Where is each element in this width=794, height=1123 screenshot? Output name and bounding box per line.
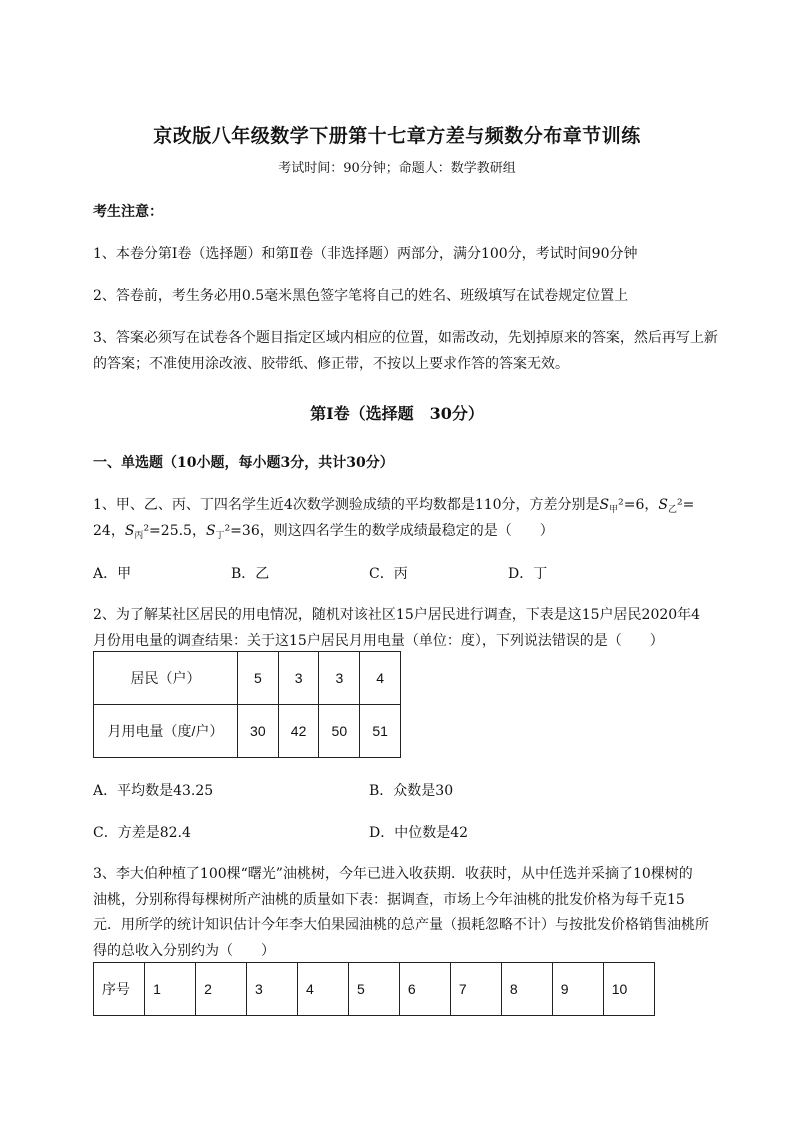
- table-cell: 7: [450, 963, 501, 1016]
- question-3-line-3: 元．用所学的统计知识估计今年李大伯果园油桃的总产量（损耗忽略不计）与按批发价格销售油桃所: [93, 917, 709, 933]
- table-cell: 2: [196, 963, 247, 1016]
- table-cell: 居民（户）: [94, 652, 238, 705]
- q2-option-a[interactable]: A．平均数是43.25: [93, 783, 214, 799]
- table-cell: 3: [278, 652, 319, 705]
- table-cell: 10: [603, 963, 654, 1016]
- q2-option-c[interactable]: C．方差是82.4: [93, 825, 191, 841]
- subscript-yi: 乙: [668, 505, 678, 515]
- question-2-line-1: 2、为了解某社区居民的用电情况，随机对该社区15户居民进行调查，下表是这15户居民2020年4: [93, 607, 701, 623]
- variance-symbol: S: [124, 523, 135, 539]
- exam-info: 考试时间：90分钟；命题人：数学教研组: [278, 161, 516, 176]
- peach-yield-table: [93, 962, 655, 1016]
- table-cell: 50: [319, 705, 360, 758]
- question-1-stem: 1、甲、乙、丙、丁四名学生近4次数学测验成绩的平均数都是110分，方差分别是: [93, 497, 600, 513]
- table-cell: 月用电量（度/户）: [94, 705, 238, 758]
- q1-option-a[interactable]: A．甲: [93, 566, 132, 582]
- question-3-line-2: 油桃，分别称得每棵树所产油桃的质量如下表：据调查，市场上今年油桃的批发价格为每千克15: [93, 892, 685, 908]
- table-cell: 51: [360, 705, 401, 758]
- notice-item-1: 1、本卷分第Ⅰ卷（选择题）和第Ⅱ卷（非选择题）两部分，满分100分，考试时间90分钟: [93, 246, 638, 262]
- subscript-ding: 丁: [215, 531, 225, 541]
- variance-bing: ²=25.5，: [143, 523, 206, 539]
- table-cell: 6: [399, 963, 450, 1016]
- table-cell: 5: [237, 652, 278, 705]
- question-1-line-1: [93, 494, 694, 515]
- variance-yi: ²=: [677, 497, 695, 513]
- variance-symbol: S: [205, 523, 216, 539]
- section-title: 第Ⅰ卷（选择题 30分）: [310, 404, 484, 423]
- q1-option-b[interactable]: B．乙: [231, 566, 270, 582]
- variance-symbol: S: [599, 497, 610, 513]
- q2-option-d[interactable]: D．中位数是42: [369, 825, 469, 841]
- variance-yi-value: 24，: [93, 523, 125, 539]
- variance-jia: ²=6，: [618, 497, 659, 513]
- table-cell: 42: [278, 705, 319, 758]
- part-heading: 一、单选题（10小题，每小题3分，共计30分）: [93, 455, 394, 471]
- table-cell: 30: [237, 705, 278, 758]
- question-1-line-2: [93, 520, 554, 541]
- table-cell: 1: [145, 963, 196, 1016]
- electricity-table: [93, 651, 401, 758]
- table-cell: 序号: [94, 963, 145, 1016]
- table-cell: 4: [360, 652, 401, 705]
- q2-option-b[interactable]: B．众数是30: [369, 783, 454, 799]
- notice-item-2: 2、答卷前，考生务必用0.5毫米黑色签字笔将自己的姓名、班级填写在试卷规定位置上: [93, 288, 629, 304]
- table-cell: 4: [298, 963, 349, 1016]
- table-cell: 5: [348, 963, 399, 1016]
- notice-item-3-line-2: 的答案；不准使用涂改液、胶带纸、修正带，不按以上要求作答的答案无效。: [93, 356, 569, 372]
- question-2-line-2: 月份用电量的调查结果：关于这15户居民月用电量（单位：度），下列说法错误的是（ ）: [93, 633, 664, 649]
- variance-ding: ²=36，则这四名学生的数学成绩最稳定的是（ ）: [224, 523, 554, 539]
- page-title: 京改版八年级数学下册第十七章方差与频数分布章节训练: [153, 125, 641, 147]
- subscript-bing: 丙: [134, 531, 144, 541]
- table-cell: 9: [552, 963, 603, 1016]
- table-row: [94, 963, 655, 1016]
- notice-heading: 考生注意：: [93, 204, 163, 220]
- question-3-line-4: 得的总收入分别约为（ ）: [93, 943, 275, 959]
- variance-symbol: S: [658, 497, 668, 513]
- table-row: [94, 705, 401, 758]
- table-cell: 3: [319, 652, 360, 705]
- notice-item-3-line-1: 3、答案必须写在试卷各个题目指定区域内相应的位置，如需改动，先划掉原来的答案，然后再写上新: [93, 330, 718, 346]
- table-cell: 8: [501, 963, 552, 1016]
- subscript-jia: 甲: [609, 505, 619, 515]
- table-cell: 3: [247, 963, 298, 1016]
- table-row: [94, 652, 401, 705]
- question-3-line-1: 3、李大伯种植了100棵“曙光”油桃树，今年已进入收获期．收获时，从中任选并采摘了10棵树的: [93, 866, 693, 882]
- q1-option-c[interactable]: C．丙: [369, 566, 408, 582]
- q1-option-d[interactable]: D．丁: [508, 566, 548, 582]
